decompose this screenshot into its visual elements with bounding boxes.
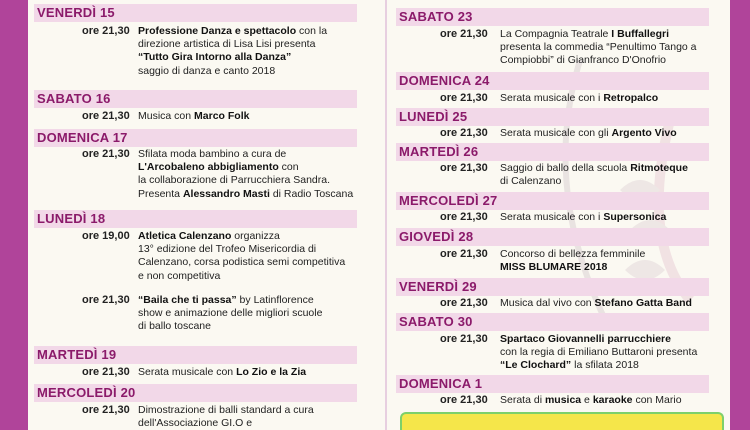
day-heading: SABATO 23 (396, 8, 709, 26)
event-time: ore 21,30 (82, 404, 130, 416)
event-description-line: “Le Clochard” la sfilata 2018 (500, 359, 639, 372)
event-time: ore 21,30 (440, 394, 488, 406)
event-time: ore 21,30 (82, 294, 130, 306)
event-description-line: la collaborazione di Parrucchiera Sandra. (138, 174, 331, 187)
event-description-line: direzione artistica di Lisa Lisi presenta (138, 38, 316, 51)
event-description-line: 13° edizione del Trofeo Misericordia di (138, 243, 317, 256)
event-description-line: Compiobbi” di Gianfranco D'Onofrio (500, 54, 666, 67)
day-heading: SABATO 16 (34, 90, 357, 108)
day-heading: DOMENICA 24 (396, 72, 709, 90)
event-time: ore 21,30 (440, 127, 488, 139)
event-description-line: dell'Associazione GI.O e (138, 417, 253, 430)
event-time: ore 21,30 (440, 297, 488, 309)
event-time: ore 21,30 (440, 28, 488, 40)
event-description-line: Musica con Marco Folk (138, 110, 250, 122)
event-description-line: Saggio di ballo della scuola Ritmoteque (500, 162, 688, 174)
event-time: ore 21,30 (440, 162, 488, 174)
event-description-line: Dimostrazione di balli standard a cura (138, 404, 314, 416)
day-heading: GIOVEDÌ 28 (396, 228, 709, 246)
column-divider (385, 0, 387, 430)
day-heading: LUNEDÌ 18 (34, 210, 357, 228)
event-description-line: saggio di danza e canto 2018 (138, 64, 276, 77)
event-time: ore 21,30 (440, 333, 488, 345)
event-description-line: Professione Danza e spettacolo con la (138, 25, 328, 37)
event-description-line: Atletica Calenzano organizza (138, 230, 280, 242)
event-description-line: Sfilata moda bambino a cura de (138, 148, 287, 160)
day-heading: SABATO 30 (396, 313, 709, 331)
event-description-line: L'Arcobaleno abbigliamento con (138, 161, 299, 174)
event-description-line: e non competitiva (138, 269, 221, 282)
event-description-line: La Compagnia Teatrale I Buffallegri (500, 28, 670, 40)
event-time: ore 21,30 (82, 25, 130, 37)
event-description-line: Serata musicale con gli Argento Vivo (500, 127, 677, 139)
left-border (0, 0, 28, 430)
event-time: ore 21,30 (440, 211, 488, 223)
right-border (730, 0, 750, 430)
event-time: ore 21,30 (82, 148, 130, 160)
event-description-line: Calenzano, corsa podistica semi competitiva (138, 256, 346, 269)
event-description-line: Concorso di bellezza femminile (500, 248, 646, 260)
event-description-line: di Calenzano (500, 175, 562, 188)
event-description-line: con la regia di Emiliano Buttaroni presenta (500, 346, 698, 359)
event-description-line: Serata di musica e karaoke con Mario (500, 394, 682, 406)
day-heading: MARTEDÌ 26 (396, 143, 709, 161)
day-heading: DOMENICA 17 (34, 129, 357, 147)
day-heading: MARTEDÌ 19 (34, 346, 357, 364)
day-heading: MERCOLEDÌ 27 (396, 192, 709, 210)
event-description-line: Spartaco Giovannelli parrucchiere (500, 333, 671, 345)
event-description-line: Serata musicale con i Supersonica (500, 211, 667, 223)
event-time: ore 19,00 (82, 230, 130, 242)
event-description-line: di ballo toscane (138, 320, 211, 333)
event-description-line: presenta la commedia “Penultimo Tango a (500, 41, 697, 54)
event-description-line: “Tutto Gira Intorno alla Danza” (138, 51, 292, 64)
day-heading: VENERDÌ 29 (396, 278, 709, 296)
event-description-line: show e animazione delle migliori scuole (138, 307, 323, 320)
event-description-line: Presenta Alessandro Masti di Radio Toscana (138, 187, 354, 200)
day-heading: DOMENICA 1 (396, 375, 709, 393)
event-time: ore 21,30 (82, 366, 130, 378)
event-description-line: “Baila che ti passa” by Latinflorence (138, 294, 314, 306)
event-time: ore 21,30 (440, 92, 488, 104)
day-heading: MERCOLEDÌ 20 (34, 384, 357, 402)
event-description-line: Serata musicale con Lo Zio e la Zia (138, 366, 307, 378)
bottom-banner (400, 412, 724, 430)
event-description-line: Musica dal vivo con Stefano Gatta Band (500, 297, 692, 309)
event-description-line: MISS BLUMARE 2018 (500, 261, 608, 274)
day-heading: LUNEDÌ 25 (396, 108, 709, 126)
event-time: ore 21,30 (82, 110, 130, 122)
day-heading: VENERDÌ 15 (34, 4, 357, 22)
event-description-line: Serata musicale con i Retropalco (500, 92, 659, 104)
event-time: ore 21,30 (440, 248, 488, 260)
